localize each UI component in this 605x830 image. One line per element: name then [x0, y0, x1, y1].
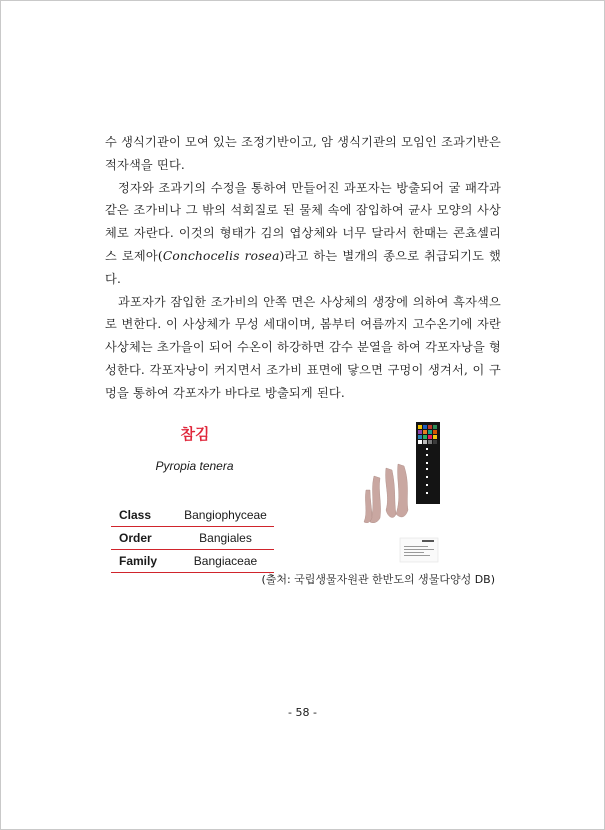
- color-calibration-card: [416, 422, 440, 504]
- paragraph-2-text-after: )라고 하는 별개의 종으로 취급되기도 했다.: [105, 248, 501, 286]
- page-number: - 58 -: [288, 706, 317, 719]
- taxonomy-table: [111, 504, 274, 573]
- specimen-photo: [330, 418, 442, 578]
- taxonomy-rank: Order: [111, 527, 177, 550]
- specimen-scientific-name: Pyropia tenera: [155, 459, 234, 473]
- paragraph-2-text-before: 정자와 조과기의 수정을 통하여 만들어진 과포자는 방출되어 굴 패각과 같은 조가비나 그 밖의 석회질로 된 물체 속에 잠입하여 균사 모양의 사상체로 자란다. 이것의 형태가 김의 엽상체와 너무 달라서 한때는 콘쵸셀리스 로제아(: [105, 180, 501, 263]
- conchocelis-scientific-name: Conchocelis rosea: [162, 248, 280, 263]
- paragraph-2: [105, 177, 501, 291]
- paragraph-3: 과포자가 잠입한 조가비의 안쪽 면은 사상체의 생장에 의하여 흑자색으로 변한다. 이 사상체가 무성 세대이며, 봄부터 여름까지 고수온기에 자란 사상체는 초가을이 되어 수온이 하강하면 감수 분열을 하여 각포자낭을 형성한다. 각포자낭이 커지면서 조가비 표면에 닿으면 구멍이 생겨서, 이 구멍을 통하여 각포자가 바다로 방출되게 된다.: [105, 294, 501, 400]
- taxonomy-value: Bangiales: [177, 527, 274, 550]
- specimen-label: [400, 538, 438, 562]
- image-credit: (출처: 국립생물자원관 한반도의 생물다양성 DB): [261, 573, 495, 586]
- body-text: [105, 131, 501, 405]
- taxonomy-value: Bangiaceae: [177, 550, 274, 573]
- taxonomy-value: Bangiophyceae: [177, 504, 274, 527]
- taxonomy-row-order: [111, 527, 274, 550]
- taxonomy-rank: Family: [111, 550, 177, 573]
- paragraph-1: 수 생식기관이 모여 있는 조정기반이고, 암 생식기관의 모임인 조과기반은 적자색을 띤다.: [105, 135, 501, 172]
- taxonomy-rank: Class: [111, 504, 177, 527]
- taxonomy-row-class: [111, 504, 274, 527]
- taxonomy-row-family: [111, 550, 274, 573]
- specimen-common-name: 참김: [180, 425, 210, 443]
